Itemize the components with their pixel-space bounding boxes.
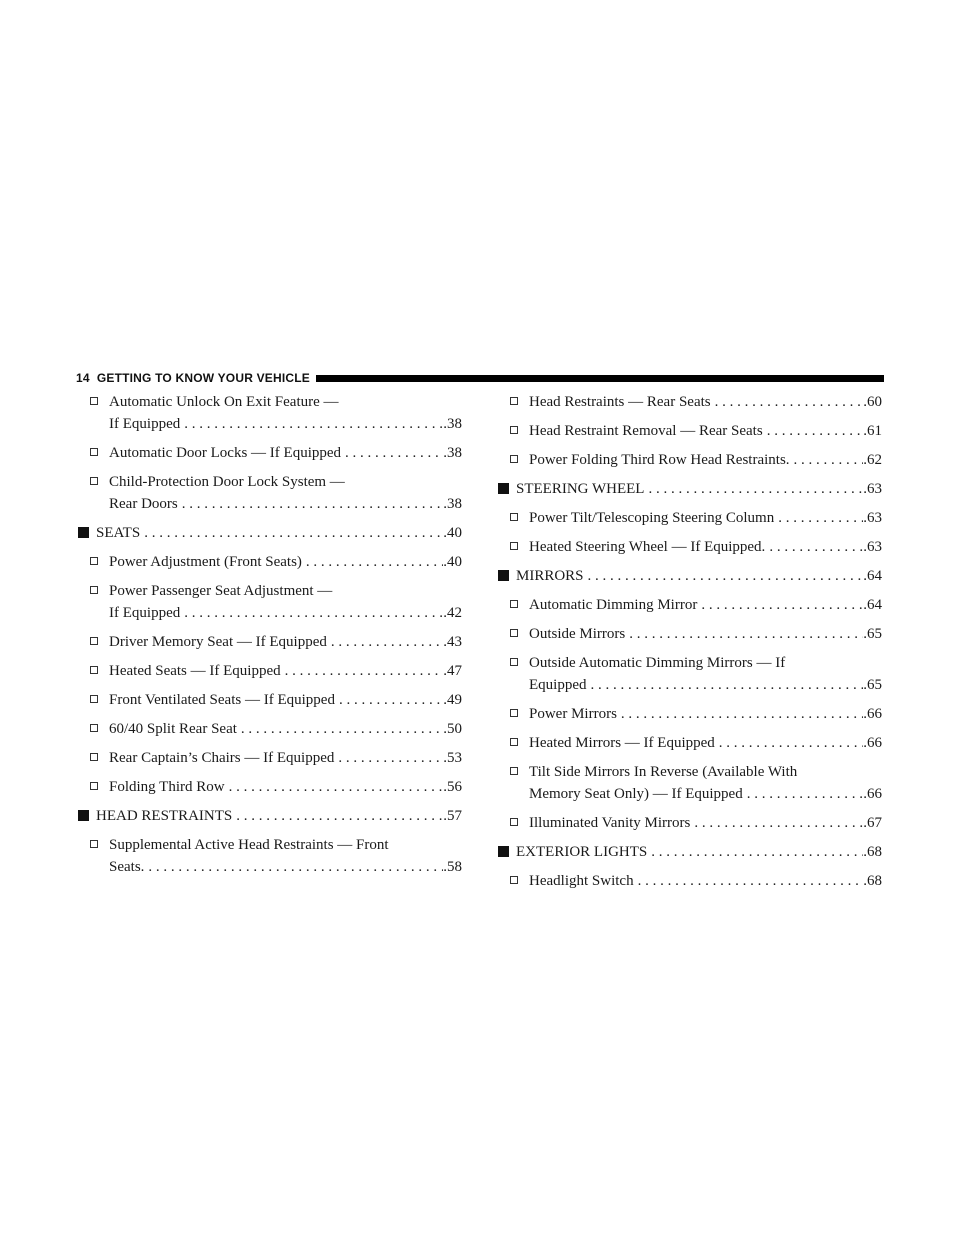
hollow-square-bullet-icon	[510, 767, 518, 775]
dot-leader	[341, 442, 443, 464]
dot-leader	[790, 449, 864, 471]
toc-section-entry[interactable]	[496, 841, 882, 863]
toc-entry[interactable]	[76, 580, 462, 624]
hollow-square-bullet-icon	[90, 477, 98, 485]
dot-leader	[763, 420, 864, 442]
toc-page-number: .66	[863, 735, 882, 751]
dot-leader	[302, 551, 443, 573]
toc-entry[interactable]	[496, 812, 882, 834]
toc-page-number: .66	[863, 786, 882, 802]
hollow-square-bullet-icon	[90, 448, 98, 456]
toc-page-number: .60	[863, 394, 882, 410]
toc-entry-title: Power Mirrors	[529, 706, 617, 722]
toc-entry-title: STEERING WHEEL	[516, 481, 645, 497]
hollow-square-bullet-icon	[510, 513, 518, 521]
toc-entry[interactable]	[76, 442, 462, 464]
hollow-square-bullet-icon	[90, 666, 98, 674]
toc-entry-title: 60/40 Split Rear Seat	[109, 721, 237, 737]
toc-page-number: .64	[863, 568, 882, 584]
toc-page-number: .62	[863, 452, 882, 468]
toc-page-number: .53	[443, 750, 462, 766]
toc-page-number: .42	[443, 605, 462, 621]
toc-entry[interactable]	[76, 660, 462, 682]
toc-entry-title: Heated Steering Wheel — If Equipped.	[529, 539, 766, 555]
toc-page-number: .43	[443, 634, 462, 650]
hollow-square-bullet-icon	[90, 637, 98, 645]
toc-entry-title: Folding Third Row	[109, 779, 225, 795]
toc-entry[interactable]	[76, 776, 462, 798]
toc-entry-title: Headlight Switch	[529, 873, 634, 889]
toc-entry[interactable]	[496, 507, 882, 529]
toc-entry[interactable]	[496, 732, 882, 754]
hollow-square-bullet-icon	[510, 542, 518, 550]
toc-entry[interactable]	[76, 747, 462, 769]
dot-leader	[697, 594, 863, 616]
filled-square-bullet-icon	[498, 570, 509, 581]
toc-entry-title-line1: Outside Automatic Dimming Mirrors — If	[529, 655, 786, 671]
toc-page-number: .63	[863, 510, 882, 526]
dot-leader	[327, 631, 443, 653]
toc-entry[interactable]	[76, 689, 462, 711]
toc-page-number: .68	[863, 844, 882, 860]
toc-entry-title: Equipped	[529, 677, 587, 693]
toc-entry-title: Illuminated Vanity Mirrors	[529, 815, 691, 831]
toc-entry-title: If Equipped	[109, 605, 181, 621]
dot-leader	[774, 507, 863, 529]
hollow-square-bullet-icon	[510, 658, 518, 666]
toc-section-entry[interactable]	[76, 522, 462, 544]
toc-entry-title-line1: Tilt Side Mirrors In Reverse (Available With	[529, 764, 798, 780]
hollow-square-bullet-icon	[510, 600, 518, 608]
toc-entry-title: Outside Mirrors	[529, 626, 626, 642]
dot-leader	[647, 841, 863, 863]
filled-square-bullet-icon	[498, 483, 509, 494]
toc-entry[interactable]	[496, 623, 882, 645]
hollow-square-bullet-icon	[510, 738, 518, 746]
dot-leader	[587, 674, 864, 696]
toc-page-number: .40	[443, 554, 462, 570]
toc-entry-title: Seats.	[109, 859, 145, 875]
toc-page-number: .38	[443, 445, 462, 461]
toc-entry[interactable]	[496, 420, 882, 442]
toc-entry[interactable]	[76, 551, 462, 573]
dot-leader	[690, 812, 863, 834]
toc-entry-title: Driver Memory Seat — If Equipped	[109, 634, 327, 650]
dot-leader	[765, 536, 863, 558]
toc-entry-title: MIRRORS	[516, 568, 584, 584]
hollow-square-bullet-icon	[90, 782, 98, 790]
toc-entry-title: Memory Seat Only) — If Equipped	[529, 786, 743, 802]
toc-entry-title: EXTERIOR LIGHTS	[516, 844, 648, 860]
toc-entry-title: Automatic Dimming Mirror	[529, 597, 698, 613]
toc-entry-title: Head Restraint Removal — Rear Seats	[529, 423, 763, 439]
dot-leader	[180, 602, 443, 624]
toc-page-number: .50	[443, 721, 462, 737]
toc-page-number: .68	[863, 873, 882, 889]
dot-leader	[644, 478, 863, 500]
toc-page-number: .61	[863, 423, 882, 439]
page-header	[76, 368, 884, 388]
hollow-square-bullet-icon	[90, 397, 98, 405]
dot-leader	[180, 413, 443, 435]
toc-entry-title: If Equipped	[109, 416, 181, 432]
toc-page-number: .63	[863, 539, 882, 555]
hollow-square-bullet-icon	[90, 557, 98, 565]
dot-leader	[237, 718, 443, 740]
toc-entry[interactable]	[76, 471, 462, 515]
hollow-square-bullet-icon	[90, 840, 98, 848]
toc-entry-title-line1: Child-Protection Door Lock System —	[109, 474, 345, 490]
toc-page-number: .64	[863, 597, 882, 613]
toc-page-number: .40	[443, 525, 462, 541]
section-title: GETTING TO KNOW YOUR VEHICLE	[96, 371, 310, 385]
toc-page-number: .38	[443, 496, 462, 512]
dot-leader	[232, 805, 443, 827]
toc-entry[interactable]	[76, 631, 462, 653]
filled-square-bullet-icon	[78, 810, 89, 821]
toc-entry[interactable]	[496, 391, 882, 413]
toc-entry-title: Rear Captain’s Chairs — If Equipped	[109, 750, 335, 766]
filled-square-bullet-icon	[78, 527, 89, 538]
toc-entry[interactable]	[496, 870, 882, 892]
toc-page-number: .65	[863, 677, 882, 693]
dot-leader	[584, 565, 864, 587]
dot-leader	[225, 776, 444, 798]
hollow-square-bullet-icon	[90, 695, 98, 703]
toc-entry-title: Power Folding Third Row Head Restraints.	[529, 452, 790, 468]
toc-entry-title: Automatic Door Locks — If Equipped	[109, 445, 342, 461]
dot-leader	[144, 856, 443, 878]
toc-section-entry[interactable]	[496, 478, 882, 500]
toc-page-number: .66	[863, 706, 882, 722]
header-text	[76, 371, 310, 385]
hollow-square-bullet-icon	[510, 876, 518, 884]
toc-section-entry[interactable]	[76, 805, 462, 827]
toc-page-number: .65	[863, 626, 882, 642]
dot-leader	[711, 391, 864, 413]
dot-leader	[625, 623, 863, 645]
toc-entry[interactable]	[496, 761, 882, 805]
hollow-square-bullet-icon	[510, 455, 518, 463]
header-rule	[316, 375, 884, 382]
toc-entry-title: Heated Mirrors — If Equipped	[529, 735, 715, 751]
toc-page-number: .67	[863, 815, 882, 831]
toc-entry-title-line1: Power Passenger Seat Adjustment —	[109, 583, 333, 599]
toc-entry-title: Head Restraints — Rear Seats	[529, 394, 711, 410]
toc-page-number: .38	[443, 416, 462, 432]
toc-page-number: .56	[443, 779, 462, 795]
hollow-square-bullet-icon	[90, 586, 98, 594]
toc-entry[interactable]	[496, 594, 882, 616]
hollow-square-bullet-icon	[90, 724, 98, 732]
filled-square-bullet-icon	[498, 846, 509, 857]
dot-leader	[634, 870, 864, 892]
toc-right-column	[496, 391, 882, 899]
toc-entry[interactable]	[76, 391, 462, 435]
toc-page-number: .49	[443, 692, 462, 708]
dot-leader	[617, 703, 863, 725]
dot-leader	[281, 660, 444, 682]
toc-page-number: .57	[443, 808, 462, 824]
toc-entry[interactable]	[496, 536, 882, 558]
hollow-square-bullet-icon	[510, 397, 518, 405]
dot-leader	[715, 732, 863, 754]
toc-entry[interactable]	[496, 449, 882, 471]
toc-section-entry[interactable]	[496, 565, 882, 587]
toc-entry[interactable]	[76, 718, 462, 740]
toc-left-column	[76, 391, 462, 885]
hollow-square-bullet-icon	[510, 426, 518, 434]
toc-entry-title: Front Ventilated Seats — If Equipped	[109, 692, 335, 708]
dot-leader	[335, 689, 443, 711]
toc-page-number: .63	[863, 481, 882, 497]
toc-entry-title-line1: Supplemental Active Head Restraints — Front	[109, 837, 389, 853]
dot-leader	[743, 783, 864, 805]
dot-leader	[140, 522, 443, 544]
hollow-square-bullet-icon	[510, 818, 518, 826]
hollow-square-bullet-icon	[90, 753, 98, 761]
toc-entry-title: Power Tilt/Telescoping Steering Column	[529, 510, 775, 526]
toc-entry-title: Power Adjustment (Front Seats)	[109, 554, 302, 570]
toc-entry[interactable]	[496, 652, 882, 696]
toc-page-number: .47	[443, 663, 462, 679]
toc-entry-title: SEATS	[96, 525, 141, 541]
dot-leader	[178, 493, 444, 515]
toc-entry-title: Rear Doors	[109, 496, 178, 512]
toc-entry[interactable]	[496, 703, 882, 725]
hollow-square-bullet-icon	[510, 629, 518, 637]
toc-page-number: .58	[443, 859, 462, 875]
toc-entry-title: HEAD RESTRAINTS	[96, 808, 233, 824]
page-number: 14	[76, 371, 90, 385]
toc-entry-title-line1: Automatic Unlock On Exit Feature —	[109, 394, 339, 410]
hollow-square-bullet-icon	[510, 709, 518, 717]
toc-entry-title: Heated Seats — If Equipped	[109, 663, 281, 679]
toc-entry[interactable]	[76, 834, 462, 878]
dot-leader	[334, 747, 443, 769]
